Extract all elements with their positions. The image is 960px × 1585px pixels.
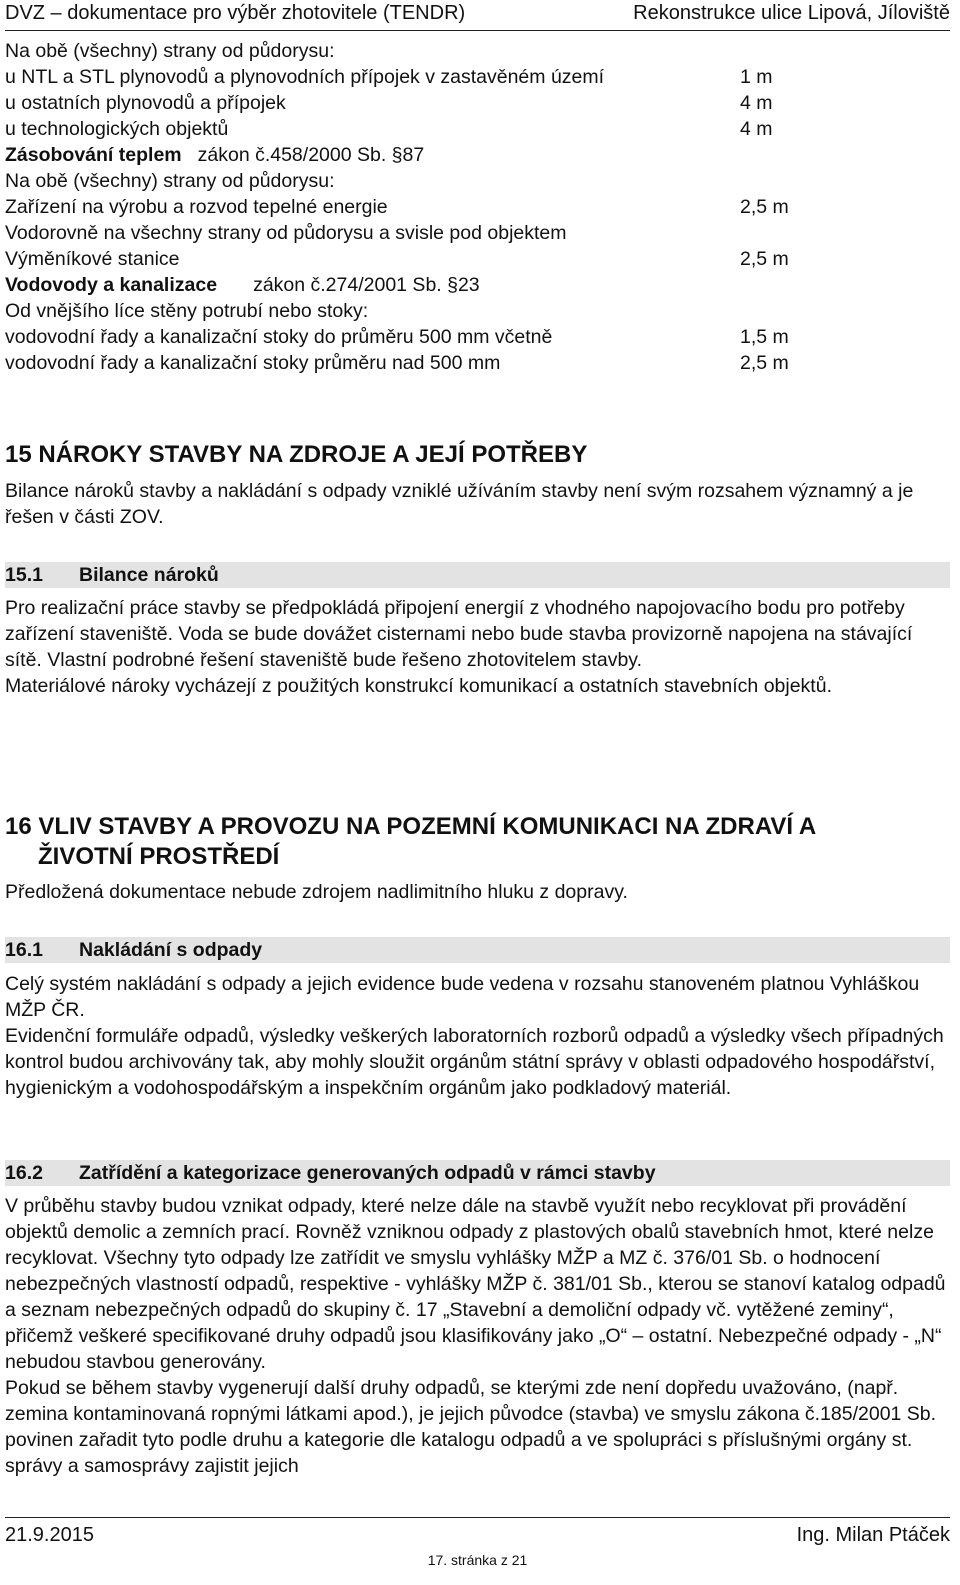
- protection-label: u technologických objektů: [5, 118, 229, 140]
- header-document-type: DVZ – dokumentace pro výběr zhotovitele (TENDR): [5, 2, 466, 24]
- subsection-title: Nakládání s odpady: [79, 939, 263, 961]
- protection-value: 2,5 m: [740, 352, 789, 374]
- page-number: 17. stránka z 21: [427, 1552, 528, 1568]
- footer-date: 21.9.2015: [5, 1524, 94, 1546]
- subsection-16-2-body: [5, 1193, 950, 1479]
- protection-label: Od vnějšího líce stěny potrubí nebo stoky:: [5, 300, 369, 322]
- header-project-name: Rekonstrukce ulice Lipová, Jíloviště: [633, 2, 950, 24]
- paragraph: Evidenční formuláře odpadů, výsledky veškerých laboratorních rozborů odpadů a výsledky všech případných kontrol budou archivovány tak, aby mohly sloužit orgánům státní správy v oblasti odpadového hospodářství, hygienickým a vodohospodářským a inspekčním orgánům jako podkladový materiál.: [5, 1025, 944, 1099]
- protection-label: vodovodní řady a kanalizační stoky průměru nad 500 mm: [5, 352, 501, 374]
- subsection-number: 16.1: [5, 939, 43, 961]
- document-page: [5, 0, 950, 1585]
- subsection-16-2-heading: [5, 1160, 950, 1186]
- law-name: Vodovody a kanalizace: [5, 274, 218, 296]
- heading-line: ŽIVOTNÍ PROSTŘEDÍ: [38, 843, 280, 870]
- header-rule: [5, 30, 950, 31]
- protection-value: 4 m: [740, 118, 773, 140]
- law-reference: zákon č.274/2001 Sb. §23: [253, 274, 480, 296]
- protection-row: [5, 220, 950, 246]
- law-row: [5, 272, 950, 298]
- subsection-number: 16.2: [5, 1162, 43, 1184]
- paragraph: Pokud se během stavby vygenerují další druhy odpadů, se kterými zde není dopředu uvažováno, (např. zemina kontaminovaná ropnými látkami apod.), je jejich původce (stavba) ve smyslu zákona č.185/2001 Sb. povinen zařadit tyto podle druhu a kategorie dle katalogu odpadů a ve spolupráci s příslušnými orgány st. správy a samosprávy zajistit jejich: [5, 1377, 937, 1477]
- protection-row: [5, 298, 950, 324]
- protection-label: vodovodní řady a kanalizační stoky do průměru 500 mm včetně: [5, 326, 553, 348]
- protection-label: u NTL a STL plynovodů a plynovodních přípojek v zastavěném území: [5, 66, 605, 88]
- subsection-16-1-heading: [5, 937, 950, 963]
- footer-rule: [5, 1517, 950, 1518]
- protection-row: [5, 90, 950, 116]
- protection-row: [5, 168, 950, 194]
- protection-row: [5, 64, 950, 90]
- subsection-title: Bilance nároků: [79, 564, 219, 586]
- section-16-intro: Předložená dokumentace nebude zdrojem nadlimitního hluku z dopravy.: [5, 881, 628, 903]
- footer-author: Ing. Milan Ptáček: [796, 1524, 950, 1546]
- section-15-heading: 15 NÁROKY STAVBY NA ZDROJE A JEJÍ POTŘEBY: [5, 441, 588, 468]
- subsection-title: Zatřídění a kategorizace generovaných odpadů v rámci stavby: [79, 1162, 656, 1184]
- law-reference: zákon č.458/2000 Sb. §87: [197, 144, 425, 166]
- section-16-heading: [5, 812, 816, 872]
- protection-row: [5, 246, 950, 272]
- law-row: [5, 142, 950, 168]
- protection-row: [5, 116, 950, 142]
- subsection-number: 15.1: [5, 564, 43, 586]
- page-header: [5, 0, 950, 26]
- section-15-intro: Bilance nároků stavby a nakládání s odpady vzniklé užíváním stavby není svým rozsahem významný a je řešen v části ZOV.: [5, 480, 914, 528]
- protection-row: [5, 324, 950, 350]
- protection-value: 1 m: [740, 66, 773, 88]
- subsection-16-1-body: [5, 971, 950, 1101]
- protection-label: Zařízení na výrobu a rozvod tepelné energie: [5, 196, 388, 218]
- protection-value: 2,5 m: [740, 248, 789, 270]
- protection-label: Vodorovně na všechny strany od půdorysu a svisle pod objektem: [5, 222, 567, 244]
- protection-row: [5, 38, 950, 64]
- protection-value: 4 m: [740, 92, 773, 114]
- law-name: Zásobování teplem: [5, 144, 182, 166]
- protection-zones-list: [5, 38, 950, 376]
- protection-label: u ostatních plynovodů a přípojek: [5, 92, 286, 114]
- protection-row: [5, 194, 950, 220]
- paragraph: V průběhu stavby budou vznikat odpady, které nelze dále na stavbě využít nebo recyklovat při provádění objektů demolic a zemních prací. Rovněž vzniknou odpady z plastových obalů stavebních hmot, které nelze recyklovat. Všechny tyto odpady lze zatřídit ve smyslu vyhlášky MŽP a MZ č. 376/01 Sb. o hodnocení nebezpečných vlastností odpadů, respektive - vyhlášky MŽP č. 381/01 Sb., kterou se stanoví katalog odpadů a seznam nebezpečných odpadů do skupiny č. 17 „Stavební a demoliční odpady vč. vytěžené zeminy“, přičemž veškeré specifikované druhy odpadů jsou klasifikovány jako „O“ – ostatní. Nebezpečné odpady - „N“ nebudou stavbou generovány.: [5, 1195, 946, 1373]
- heading-line: 16 VLIV STAVBY A PROVOZU NA POZEMNÍ KOMUNIKACI NA ZDRAVÍ A: [5, 813, 817, 840]
- subsection-15-1-heading: [5, 562, 950, 588]
- paragraph: Celý systém nakládání s odpady a jejich evidence bude vedena v rozsahu stanoveném platnou Vyhláškou MŽP ČR.: [5, 973, 920, 1021]
- paragraph: Pro realizační práce stavby se předpokládá připojení energií z vhodného napojovacího bodu pro potřeby zařízení staveniště. Voda se bude dovážet cisternami nebo bude stavba provizorně napojena na stávající sítě. Vlastní podrobné řešení staveniště bude řešeno zhotovitelem stavby.: [5, 597, 913, 671]
- protection-row: [5, 350, 950, 376]
- protection-label: Na obě (všechny) strany od půdorysu:: [5, 170, 335, 192]
- protection-label: Výměníkové stanice: [5, 248, 180, 270]
- protection-value: 2,5 m: [740, 196, 789, 218]
- protection-label: Na obě (všechny) strany od půdorysu:: [5, 40, 335, 62]
- subsection-15-1-body: [5, 595, 950, 699]
- protection-value: 1,5 m: [740, 326, 789, 348]
- paragraph: Materiálové nároky vycházejí z použitých konstrukcí komunikací a ostatních stavebních objektů.: [5, 675, 832, 697]
